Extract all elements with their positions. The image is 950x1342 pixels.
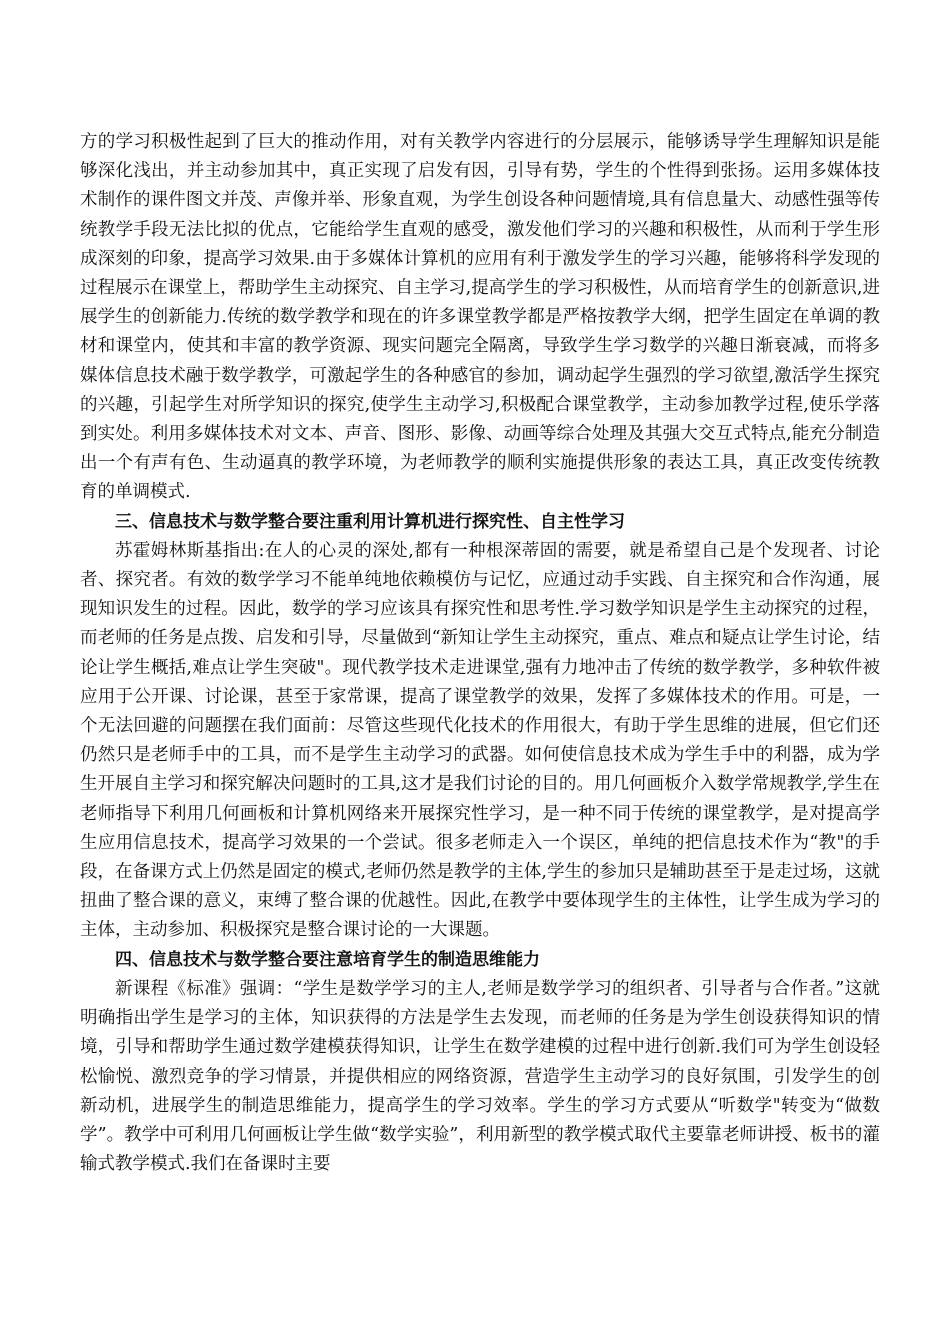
document-page [80, 128, 880, 1179]
section-heading-3: 三、信息技术与数学整合要注重利用计算机进行探究性、自主性学习 [115, 511, 625, 532]
section-heading-4: 四、信息技术与数学整合要注意培育学生的制造思维能力 [115, 949, 540, 970]
body-paragraph: 方的学习积极性起到了巨大的推动作用，对有关教学内容进行的分层展示，能够诱导学生理解知识是能够深化浅出，并主动参加其中，真正实现了启发有因，引导有势，学生的个性得到张扬。运用多媒体技术制作的课件图文并茂、声像并举、形象直观，为学生创设各种问题情境,具有信息量大、动感性强等传统教学手段无法比拟的优点，它能给学生直观的感受，激发他们学习的兴趣和积极性，从而利于学生形成深刻的印象，提高学习效果.由于多媒体计算机的应用有利于激发学生的学习兴趣，能够将科学发现的过程展示在课堂上，帮助学生主动探究、自主学习,提高学生的学习积极性，从而培育学生的创新意识,进展学生的创新能力.传统的数学教学和现在的许多课堂教学都是严格按教学大纲，把学生固定在单调的教材和课堂内，使其和丰富的教学资源、现实问题完全隔离，导致学生学习数学的兴趣日渐衰减，而将多媒体信息技术融于数学教学，可激起学生的各种感官的参加，调动起学生强烈的学习欲望,激活学生探究的兴趣，引起学生对所学知识的探究,使学生主动学习,积极配合课堂教学，主动参加教学过程,使乐学落到实处。利用多媒体技术对文本、声音、图形、影像、动画等综合处理及其强大交互式特点,能充分制造出一个有声有色、生动逼真的教学环境，为老师教学的顺利实施提供形象的表达工具，真正改变传统教育的单调模式. [80, 132, 880, 503]
body-paragraph: 苏霍姆林斯基指出:在人的心灵的深处,都有一种根深蒂固的需要，就是希望自己是个发现者、讨论者、探究者。有效的数学学习不能单纯地依赖模仿与记忆，应通过动手实践、自主探究和合作沟通，展现知识发生的过程。因此，数学的学习应该具有探究性和思考性.学习数学知识是学生主动探究的过程，而老师的任务是点拨、启发和引导，尽量做到“新知让学生主动探究，重点、难点和疑点让学生讨论，结论让学生概括,难点让学生突破"。现代教学技术走进课堂,强有力地冲击了传统的数学教学，多种软件被应用于公开课、讨论课，甚至于家常课，提高了课堂教学的效果，发挥了多媒体技术的作用。可是，一个无法回避的问题摆在我们面前：尽管这些现代化技术的作用很大，有助于学生思维的进展，但它们还仍然只是老师手中的工具，而不是学生主动学习的武器。如何使信息技术成为学生手中的利器，成为学生开展自主学习和探究解决问题时的工具,这才是我们讨论的目的。用几何画板介入数学常规教学,学生在老师指导下利用几何画板和计算机网络来开展探究性学习，是一种不同于传统的课堂教学，是对提高学生应用信息技术，提高学习效果的一个尝试。很多老师走入一个误区，单纯的把信息技术作为“教"的手段，在备课方式上仍然是固定的模式,老师仍然是教学的主体,学生的参加只是辅助甚至于是走过场，这就扭曲了整合课的意义，束缚了整合课的优越性。因此,在教学中要体现学生的主体性，让学生成为学习的主体，主动参加、积极探究是整合课讨论的一大课题。 [80, 540, 880, 941]
body-paragraph: 新课程《标准》强调：“学生是数学学习的主人,老师是数学学习的组织者、引导者与合作者。”这就明确指出学生是学习的主体，知识获得的方法是学生去发现，而老师的任务是为学生创设获得知识的情境，引导和帮助学生通过数学建模获得知识，让学生在数学建模的过程中进行创新.我们可为学生创设轻松愉悦、激烈竞争的学习情景，并提供相应的网络资源，营造学生主动学习的良好氛围，引发学生的创新动机，进展学生的制造思维能力，提高学生的学习效率。学生的学习方式要从“听数学"转变为“做数学”。教学中可利用几何画板让学生做“数学实验”，利用新型的教学模式取代主要靠老师讲授、板书的灌输式教学模式.我们在备课时主要 [80, 978, 880, 1175]
